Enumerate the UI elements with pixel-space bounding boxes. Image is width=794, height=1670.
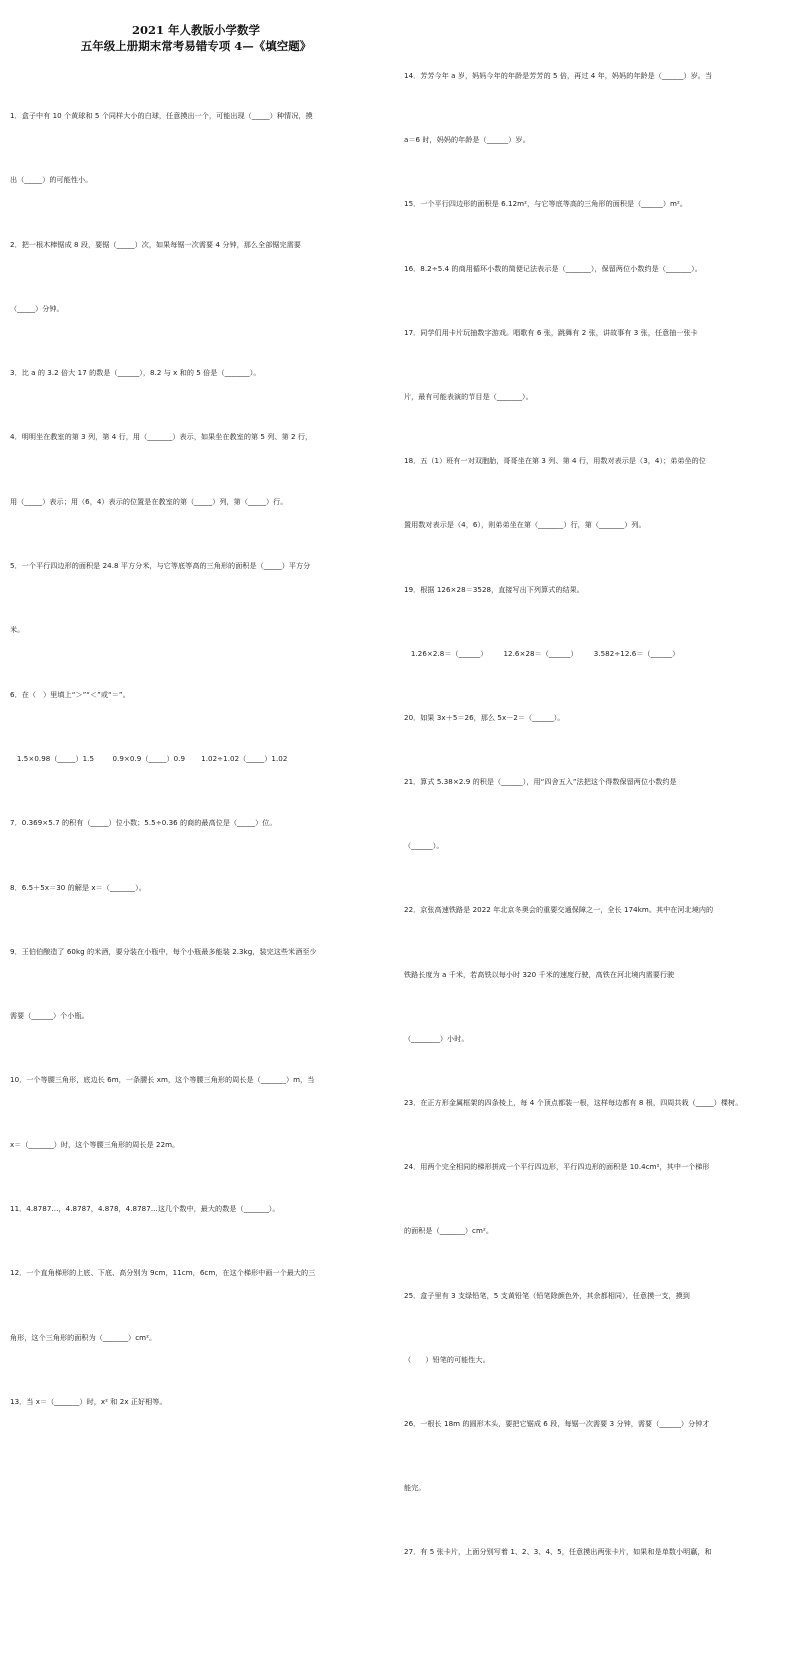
title-line-2: 五年级上册期末常考易错专项 4—《填空题》 [80,39,312,53]
question-line: 21．算式 5.38×2.9 的积是（______），用“四舍五入”法把这个得数保留两位小数约是 [404,777,677,787]
question-line: 米。 [10,625,25,635]
question-line: （_____）分钟。 [10,303,64,313]
question-line: 出（_____）的可能性小。 [10,175,93,185]
right-questions [404,22,776,1670]
question-line: 8．6.5＋5x＝30 的解是 x＝（_______）。 [10,882,146,892]
question-line: 23．在正方形金属框架的四条棱上，每 4 个顶点都装一根，这样每边都有 8 根，四周共栽（_____）棵树。 [404,1098,743,1107]
question-line: 14．芳芳今年 a 岁，妈妈今年的年龄是芳芳的 5 倍，再过 4 年，妈妈的年龄是（______）岁。当 [404,71,713,80]
question-line: 16．8.2÷5.4 的商用循环小数的简便记法表示是（_______），保留两位小数约是（_______）。 [404,263,702,273]
question-line: 4．明明坐在教室的第 3 列，第 4 行，用（_______）表示，如果坐在教室的第 5 列、第 2 行， [10,432,313,442]
question-line: 15．一个平行四边形的面积是 6.12m²，与它等底等高的三角形的面积是（______）m²。 [404,199,688,209]
question-line: 9．王伯伯酿造了 60kg 的米酒，要分装在小瓶中，每个小瓶最多能装 2.3kg，装完这些米酒至少 [10,946,317,956]
question-line: 能完。 [404,1483,426,1493]
question-line: 24．用两个完全相同的梯形拼成一个平行四边形，平行四边形的面积是 10.4cm²，其中一个梯形 [404,1162,710,1172]
question-line: 需要（______）个小瓶。 [10,1011,89,1021]
question-line: 3．比 a 的 3.2 倍大 17 的数是（______），8.2 与 x 和的 5 倍是（_______）。 [10,368,261,378]
question-line: 12．一个直角梯形的上底、下底、高分别为 9cm，11cm，6cm，在这个梯形中画一个最大的三 [10,1268,316,1278]
question-line: a＝6 时，妈妈的年龄是（______）岁。 [404,135,530,145]
title-line-1: 2021 年人教版小学数学 [131,23,260,37]
question-line: 18．五（1）班有一对双胞胎，哥哥坐在第 3 列、第 4 行，用数对表示是（3，4）；弟弟坐的位 [404,456,706,466]
question-line: 7．0.369×5.7 的积有（_____）位小数；5.5÷0.36 的商的最高位是（_____）位。 [10,818,277,828]
left-questions [10,62,382,1455]
question-line: （________）小时。 [404,1033,469,1043]
question-line: 19．根据 126×28＝3528，直接写出下列算式的结果。 [404,584,584,594]
question-line: 铁路长度为 a 千米，若高铁以每小时 320 千米的速度行驶，高铁在河北境内需要行驶 [404,969,675,979]
question-line: 27．有 5 张卡片，上面分别写着 1、2、3、4、5，任意摸出两张卡片，如果和是单数小明赢，和 [404,1547,712,1557]
question-line: 6．在（ ）里填上“＞”“＜”或“＝”。 [10,689,130,699]
question-line: 5．一个平行四边形的面积是 24.8 平方分米，与它等底等高的三角形的面积是（_____）平方分 [10,561,311,571]
question-line: （______）。 [404,841,444,851]
question-line: 1．盒子中有 10 个黄球和 5 个同样大小的白球，任意摸出一个，可能出现（_____）种情况，摸 [10,111,313,120]
right-column [404,22,776,1670]
question-line: 26．一根长 18m 的圆形木头，要把它锯成 6 段，每锯一次需要 3 分钟，需要（______）分钟才 [404,1418,710,1428]
question-line: 的面积是（_______）cm²。 [404,1226,493,1236]
question-line: 角形，这个三角形的面积为（_______）cm²。 [10,1332,157,1342]
question-line: 20．如果 3x＋5＝26，那么 5x－2＝（______）。 [404,712,565,722]
left-column [10,22,382,1455]
question-line: 片，最有可能表演的节目是（_______）。 [404,391,533,401]
question-line: 17．同学们用卡片玩抽数字游戏。唱歌有 6 张，跳舞有 2 张，讲故事有 3 张，任意抽一张卡 [404,327,698,337]
question-line: 22．京张高速铁路是 2022 年北京冬奥会的重要交通保障之一，全长 174km。其中在河北境内的 [404,905,714,915]
question-line: 11．4.8787…，4.878̇7̇，4.87̇8̇，4.8787…这几个数中，最大的数是（_______）。 [10,1204,280,1214]
question-line: 置用数对表示是（4，6），则弟弟坐在第（_______）行，第（_______）列。 [404,520,646,530]
question-line: 10．一个等腰三角形，底边长 6m，一条腰长 xm，这个等腰三角形的周长是（_______）m，当 [10,1075,315,1085]
question-line: x＝（_______）时，这个等腰三角形的周长是 22m。 [10,1139,180,1149]
question-line: 2．把一根木棒锯成 8 段，要锯（_____）次，如果每锯一次需要 4 分钟，那么全部锯完需要 [10,239,301,249]
question-line: 13．当 x＝（_______）时，x² 和 2x 正好相等。 [10,1396,167,1406]
question-line: 1.5×0.98（_____）1.5 0.9×0.9（_____）0.9 1.02÷1.02（_____）1.02 [10,753,288,763]
question-line: 25．盒子里有 3 支绿铅笔，5 支黄铅笔（铅笔除颜色外，其余都相同），任意摸一支，摸到 [404,1290,690,1300]
question-line: 用（_____）表示；用（6，4）表示的位置是在教室的第（_____）列，第（_____）行。 [10,496,288,506]
question-line: 1.26×2.8＝（______） 12.6×28＝（______） 3.582÷12.6＝（______） [404,648,680,658]
question-line [404,1606,776,1627]
question-line: （ ）铅笔的可能性大。 [404,1354,490,1364]
